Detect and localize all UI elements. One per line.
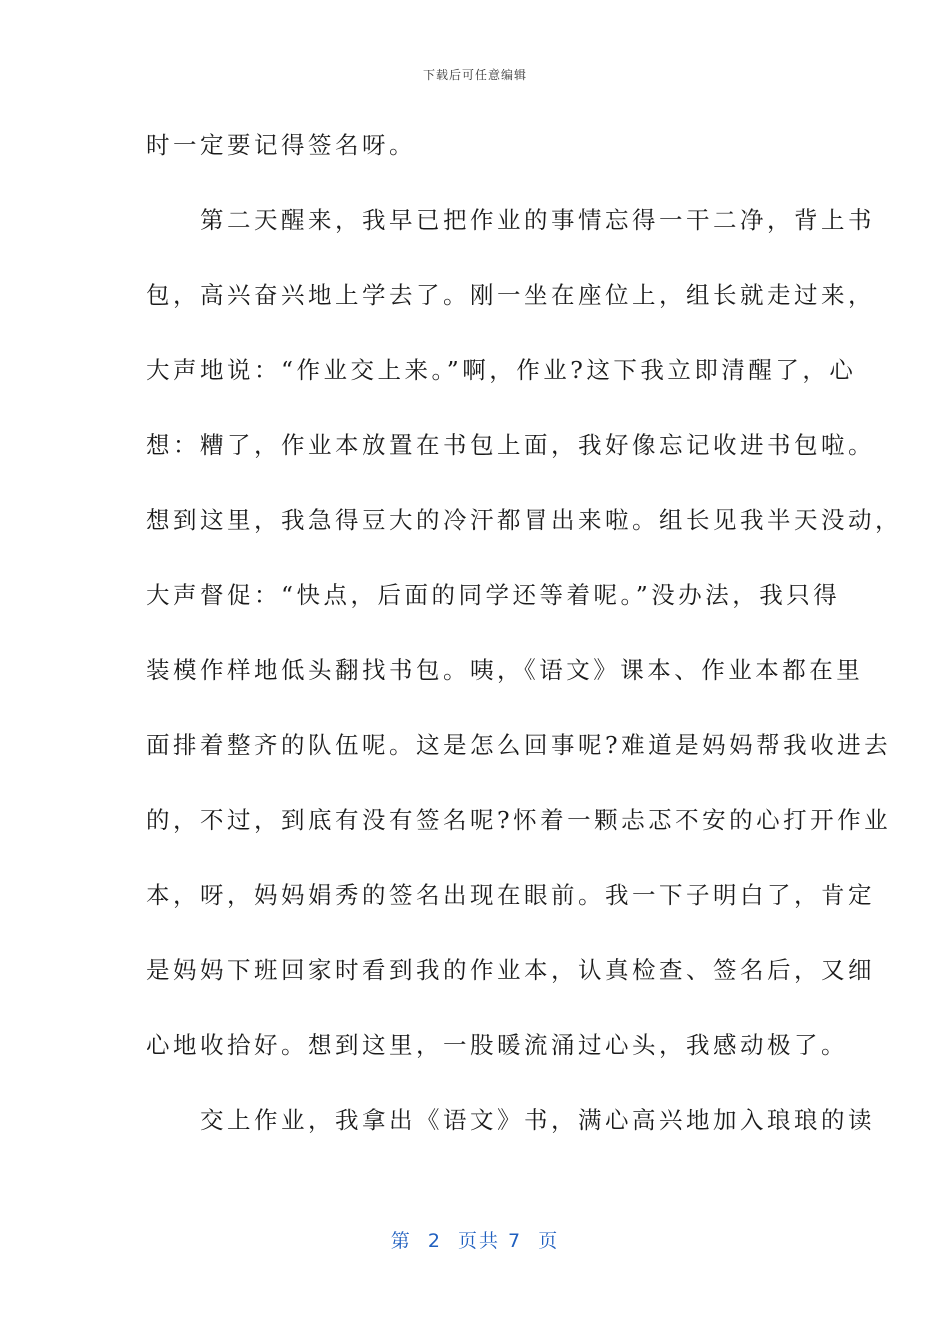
page-number-text: 第 2 页共 7 页 [390,1230,560,1252]
text-line: 本，呀，妈妈娟秀的签名出现在眼前。我一下子明白了，肯定 [146,881,875,909]
text-line: 想：糟了，作业本放置在书包上面，我好像忘记收进书包啦。 [146,431,875,459]
text-line: 想到这里，我急得豆大的冷汗都冒出来啦。组长见我半天没动， [146,506,902,534]
text-line: 时一定要记得签名呀。 [146,131,416,159]
text-line: 心地收拾好。想到这里，一股暖流涌过心头，我感动极了。 [146,1031,848,1059]
text-line: 面排着整齐的队伍呢。这是怎么回事呢?难道是妈妈帮我收进去 [146,731,892,759]
page-header: 下载后可任意编辑 [422,68,527,82]
text-line: 的，不过，到底有没有签名呢?怀着一颗忐忑不安的心打开作业 [146,806,892,834]
document-body [146,122,902,1172]
text-line: 大声督促：“快点，后面的同学还等着呢。”没办法，我只得 [146,581,841,609]
text-line: 是妈妈下班回家时看到我的作业本，认真检查、签名后，又细 [146,956,875,984]
page-number-footer [0,1226,950,1253]
text-line: 大声地说：“作业交上来。”啊，作业?这下我立即清醒了，心 [146,356,857,384]
text-line: 装模作样地低头翻找书包。咦，《语文》课本、作业本都在里 [146,656,864,684]
text-line: 交上作业，我拿出《语文》书，满心高兴地加入琅琅的读 [146,1106,875,1134]
text-line: 第二天醒来，我早已把作业的事情忘得一干二净，背上书 [146,206,875,234]
text-line: 包，高兴奋兴地上学去了。刚一坐在座位上，组长就走过来， [146,281,875,309]
